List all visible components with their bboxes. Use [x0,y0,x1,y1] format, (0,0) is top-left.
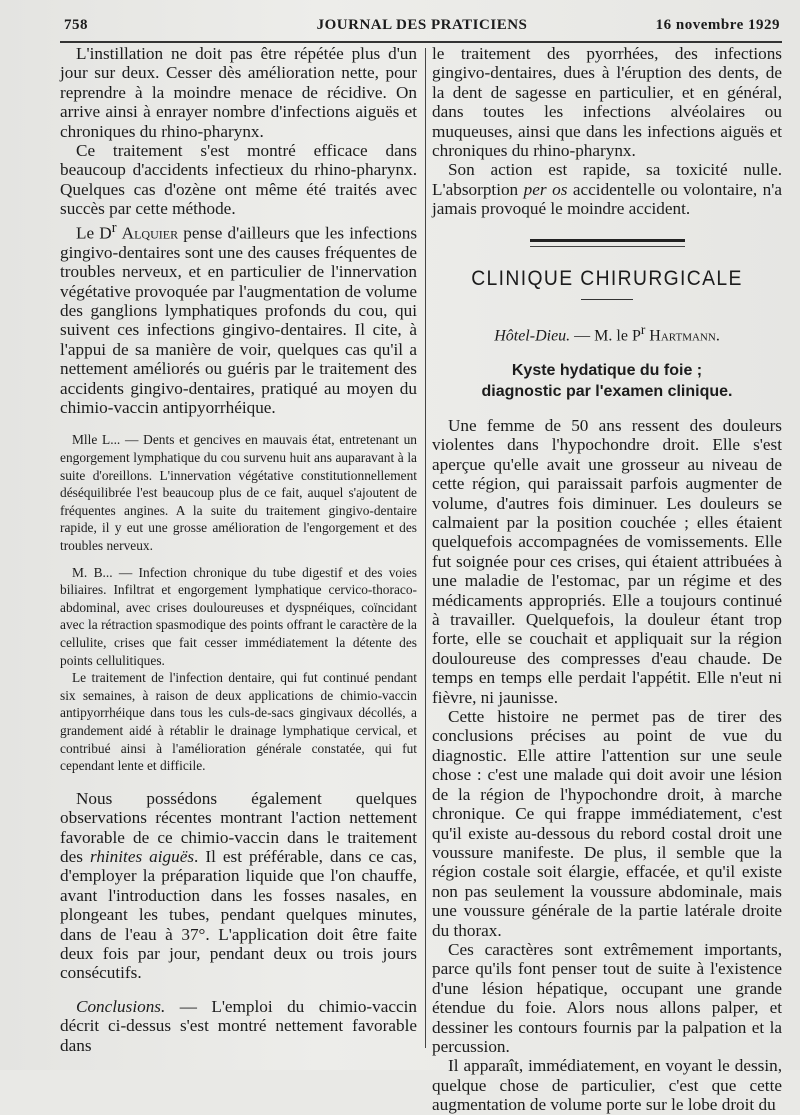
author-name: Alquier [121,223,179,243]
section-rule [581,299,633,300]
header-rule [60,41,782,43]
spacer [60,417,417,431]
paragraph: Ce traitement s'est montré efficace dans beaucoup d'accidents infectieux du rhino-pharynx. Quelques cas d'ozène ont même été traités avec succès par cette méthode. [60,141,417,219]
case-report: M. B... — Infection chronique du tube digestif et des voies biliaires. Infiltrat et engorgement lymphatique cervico-thoraco-abdominal, avec crises douloureuses et dyspnéiques, coïncidant avec la rétraction spasmodique des points offrant le caractère de la cellulite, crises que fait cesser immédiatement la détente des points cellulitiques. [60,564,417,668]
journal-title: JOURNAL DES PRATICIENS [316,17,528,33]
article-title: Kyste hydatique du foie ; diagnostic par l'examen clinique. [481,361,733,400]
paragraph: Cette histoire ne permet pas de tirer des conclusions précises au point de vue du diagnostic. Elle attire l'attention sur une seule chose : c'est une malade qui doit avoir une lésion de la région de l'hypochondre droit, à marche chronique. Ce qui frappe immédiatement, c'est qu'il existe au-dessous du rebord costal droit une voussure manifeste. De plus, il semble que la région costale soit élargie, effacée, et qu'il existe non pas seulement la voussure abdominale, mais une voussure générale de la partie latérale droite du thorax. [432,707,782,940]
case-report: Mlle L... — Dents et gencives en mauvais état, entretenant un engorgement lymphatique du cou survenu huit ans auparavant à la suite d'oreillons. L'innervation végétative constitutionnellement déséquilibrée l'est beaucoup plus de ce fait, auquel s'ajoutent de fréquentes angines. A la suite du traitement gingivo-dentaire rapide, il y eut une grosse amélioration de l'engorgement et des troubles nerveux. [60,432,417,554]
paragraph: Nous possédons également quelques observations récentes montrant l'action nettement favorable de ce chimio-vaccin dans le traitement des rhinites aiguës. Il est préférable, dans ce cas, d'employer la préparation liquide que l'on chauffe, avant l'introduction dans les fosses nasales, en plongeant les tubes, pendant quelques minutes, dans de l'eau à 37°. L'application doit être faite deux fois par jour, pendant deux ou trois jours consécutifs. [60,788,417,983]
paragraph: Il apparaît, immédiatement, en voyant le dessin, quelque chose de particulier, c'est que cette augmentation de volume porte sur le lobe droit du [432,1056,782,1115]
paragraph: le traitement des pyorrhées, des infections gingivo-dentaires, dues à l'éruption des dents, de la dent de sagesse en particulier, et en général, dans toutes les infections alvéolaires ou muqueuses, ainsi que dans les infections aiguës et chroniques du rhino-pharynx. [432,44,782,161]
conclusions-heading: Conclusions. [76,996,166,1016]
right-column [432,44,782,1115]
column-divider [425,48,426,1048]
spacer [60,775,417,789]
spacer [60,983,417,997]
section-ornament [530,239,685,247]
byline: Hôtel-Dieu. — M. le $P^r$ Hartmann. [494,321,720,344]
paragraph: Le $D^r$ Alquier pense d'ailleurs que les infections gingivo-dentaires sont une des causes fréquentes de troubles nerveux, et en particulier de l'innervation végétative provoquée par l'augmentation de volume des ganglions lymphatiques profonds du cou, qui suivent ces infections gingivo-dentaires. Il cite, à l'appui de sa manière de voir, quelques cas qu'il a nettement améliorés ou guéris par le traitement des accidents gingivo-dentaires, pratiqué au moyen du chimio-vaccin antipyorrhéique. [60,219,418,418]
case-report: Le traitement de l'infection dentaire, qui fut continué pendant six semaines, à raison de deux applications de chimio-vaccin antipyorrhéique dans tous les culs-de-sacs gingivaux décollés, a grandement aidé à rétablir le drainage lymphatique cervical, et contribué ainsi à l'amélioration générale constatée, qui fut cependant lente et difficile. [60,670,417,774]
paragraph: Une femme de 50 ans ressent des douleurs violentes dans l'hypochondre droit. Elle s'est aperçue qu'elle avait une grosseur au niveau de cette région, qui paraissait parfois augmenter de volume, d'autres fois diminuer. Les douleurs se calmaient par la position couchée ; elles étaient quelquefois accompagnées de vomissements. Elle fut soignée pour ces crises, qui étaient attribuées à une maladie de l'estomac, par un régime et des médicaments appropriés. Elle a toujours continué à travailler. Quelquefois, la douleur étant trop forte, elle se couchait et appliquait sur la région douloureuse des compresses d'eau chaude. De temps en temps elle perdait l'appétit. Elle n'eut ni fièvre, ni jaunisse. [432,415,782,707]
section-title: CLINIQUE CHIRURGICALE [471,266,743,290]
running-header [64,17,780,41]
paragraph: L'instillation ne doit pas être répétée plus d'un jour sur deux. Cesser dès amélioration nette, pour reprendre à la moindre menace de récidive. On arrive ainsi à enrayer nombre d'infections aiguës et chroniques du rhino-pharynx. [60,44,417,141]
spacer [60,555,417,564]
spacer [432,402,782,416]
paragraph: Ces caractères sont extrêmement importants, parce qu'ils font penser tout de suite à l'existence d'une lésion hépatique, occupant une grande étendue du foie. Alors nous allons palper, et dessiner les contours fournis par la palpation et la percussion. [432,939,782,1056]
paragraph: Son action est rapide, sa toxicité nulle. L'absorption per os accidentelle ou volontaire, n'a jamais provoqué le moindre accident. [432,160,782,219]
author-name: Hartmann [649,326,716,344]
left-column [60,44,417,1055]
issue-date: 16 novembre 1929 [655,17,780,33]
paragraph: Conclusions. — L'emploi du chimio-vaccin décrit ci-dessus s'est montré nettement favorable dans [60,996,417,1055]
page-number: 758 [64,17,88,33]
